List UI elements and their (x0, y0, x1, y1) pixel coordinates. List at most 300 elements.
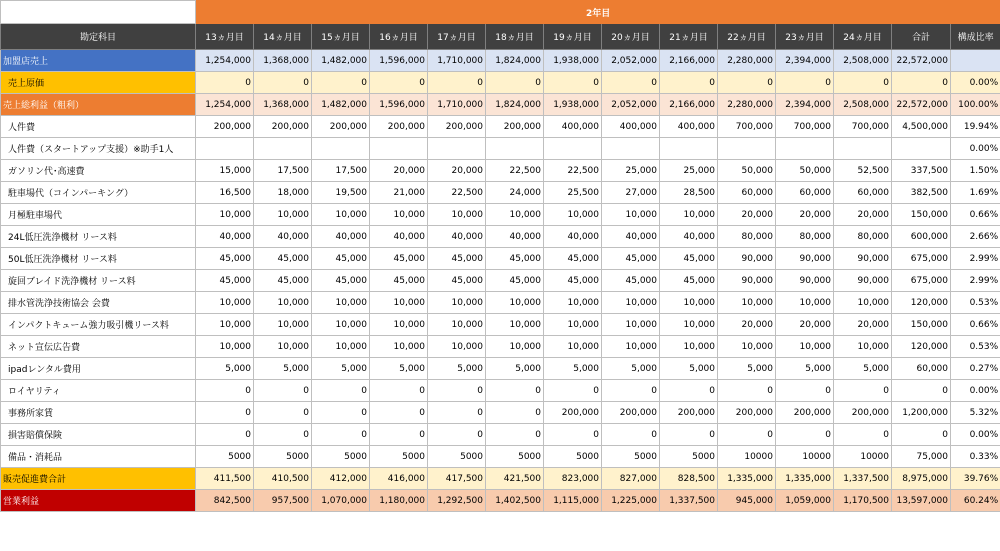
value-cell: 0 (428, 72, 486, 94)
value-cell: 0 (370, 402, 428, 424)
value-cell: 1,337,500 (660, 490, 718, 512)
value-cell: 1,180,000 (370, 490, 428, 512)
value-cell: 828,500 (660, 468, 718, 490)
table-row (1, 94, 1000, 116)
value-cell: 200,000 (254, 116, 312, 138)
ratio-cell: 19.94% (951, 116, 1000, 138)
value-cell: 10,000 (544, 336, 602, 358)
value-cell: 1,710,000 (428, 94, 486, 116)
value-cell: 90,000 (718, 248, 776, 270)
value-cell: 40,000 (370, 226, 428, 248)
total-cell: 150,000 (892, 204, 951, 226)
header-month: 23ヵ月目 (776, 24, 834, 50)
ratio-cell: 0.00% (951, 380, 1000, 402)
row-label: 排水管洗浄技術協会 会費 (1, 292, 196, 314)
value-cell: 5,000 (312, 358, 370, 380)
value-cell: 5,000 (718, 358, 776, 380)
header-account: 勘定科目 (1, 24, 196, 50)
value-cell (370, 138, 428, 160)
value-cell: 45,000 (196, 270, 254, 292)
value-cell: 10,000 (602, 336, 660, 358)
value-cell: 45,000 (428, 270, 486, 292)
value-cell: 0 (776, 424, 834, 446)
header-month: 13ヵ月目 (196, 24, 254, 50)
value-cell: 10,000 (196, 292, 254, 314)
value-cell: 40,000 (254, 226, 312, 248)
value-cell: 40,000 (196, 226, 254, 248)
value-cell: 10,000 (312, 336, 370, 358)
value-cell: 45,000 (370, 270, 428, 292)
table-row (1, 336, 1000, 358)
value-cell: 90,000 (776, 248, 834, 270)
ratio-cell: 0.53% (951, 292, 1000, 314)
value-cell: 20,000 (776, 204, 834, 226)
total-cell: 4,500,000 (892, 116, 951, 138)
value-cell: 1,070,000 (312, 490, 370, 512)
value-cell: 10,000 (544, 314, 602, 336)
value-cell: 1,596,000 (370, 94, 428, 116)
value-cell: 90,000 (834, 248, 892, 270)
total-cell: 0 (892, 72, 951, 94)
value-cell: 1,938,000 (544, 94, 602, 116)
value-cell: 0 (486, 424, 544, 446)
value-cell: 5,000 (544, 358, 602, 380)
value-cell: 0 (834, 72, 892, 94)
value-cell: 10,000 (486, 204, 544, 226)
value-cell: 60,000 (776, 182, 834, 204)
value-cell: 90,000 (718, 270, 776, 292)
table-row (1, 490, 1000, 512)
value-cell: 1,368,000 (254, 94, 312, 116)
value-cell: 10,000 (370, 204, 428, 226)
value-cell: 200,000 (834, 402, 892, 424)
value-cell: 20,000 (834, 204, 892, 226)
value-cell: 0 (370, 424, 428, 446)
value-cell: 10,000 (544, 292, 602, 314)
value-cell: 10,000 (196, 204, 254, 226)
value-cell: 10,000 (370, 292, 428, 314)
header-month: 20ヵ月目 (602, 24, 660, 50)
ratio-cell: 60.24% (951, 490, 1000, 512)
value-cell: 200,000 (776, 402, 834, 424)
value-cell (834, 138, 892, 160)
value-cell: 5,000 (660, 358, 718, 380)
value-cell: 417,500 (428, 468, 486, 490)
value-cell: 5,000 (254, 358, 312, 380)
year-label: 2年目 (196, 1, 1000, 24)
table-row (1, 226, 1000, 248)
ratio-cell: 100.00% (951, 94, 1000, 116)
value-cell: 200,000 (544, 402, 602, 424)
value-cell: 90,000 (834, 270, 892, 292)
value-cell: 842,500 (196, 490, 254, 512)
table-row (1, 204, 1000, 226)
value-cell: 700,000 (718, 116, 776, 138)
value-cell: 0 (254, 424, 312, 446)
row-label: 売上原価 (1, 72, 196, 94)
value-cell: 2,166,000 (660, 94, 718, 116)
value-cell: 5,000 (776, 358, 834, 380)
row-label: 加盟店売上 (1, 50, 196, 72)
table-row (1, 380, 1000, 402)
value-cell: 10,000 (196, 336, 254, 358)
year-blank-cell (1, 1, 196, 24)
value-cell: 1,170,500 (834, 490, 892, 512)
value-cell: 27,000 (602, 182, 660, 204)
value-cell: 416,000 (370, 468, 428, 490)
value-cell: 1,059,000 (776, 490, 834, 512)
value-cell: 20,000 (428, 160, 486, 182)
value-cell: 5,000 (834, 358, 892, 380)
table-row (1, 138, 1000, 160)
value-cell: 0 (196, 402, 254, 424)
value-cell: 20,000 (718, 314, 776, 336)
value-cell: 5000 (544, 446, 602, 468)
value-cell: 60,000 (718, 182, 776, 204)
total-cell: 0 (892, 380, 951, 402)
row-label: 人件費 (1, 116, 196, 138)
value-cell: 45,000 (486, 270, 544, 292)
value-cell: 200,000 (196, 116, 254, 138)
value-cell: 10,000 (660, 292, 718, 314)
value-cell: 45,000 (660, 270, 718, 292)
table-row (1, 402, 1000, 424)
row-label: インパクトキューム強力吸引機リース料 (1, 314, 196, 336)
value-cell: 1,824,000 (486, 94, 544, 116)
header-month: 18ヵ月目 (486, 24, 544, 50)
value-cell: 10,000 (428, 204, 486, 226)
value-cell (718, 138, 776, 160)
ratio-cell: 1.50% (951, 160, 1000, 182)
header-month: 19ヵ月目 (544, 24, 602, 50)
value-cell: 40,000 (602, 226, 660, 248)
value-cell: 200,000 (370, 116, 428, 138)
value-cell: 52,500 (834, 160, 892, 182)
value-cell: 80,000 (776, 226, 834, 248)
value-cell: 0 (660, 72, 718, 94)
value-cell: 1,225,000 (602, 490, 660, 512)
value-cell: 45,000 (544, 248, 602, 270)
header-month: 21ヵ月目 (660, 24, 718, 50)
value-cell: 45,000 (486, 248, 544, 270)
header-month: 15ヵ月目 (312, 24, 370, 50)
value-cell: 10,000 (370, 314, 428, 336)
ratio-cell: 0.53% (951, 336, 1000, 358)
row-label: 販売促進費合計 (1, 468, 196, 490)
value-cell: 5,000 (428, 358, 486, 380)
total-cell: 600,000 (892, 226, 951, 248)
value-cell: 0 (370, 72, 428, 94)
value-cell: 5000 (486, 446, 544, 468)
value-cell: 0 (428, 402, 486, 424)
value-cell: 45,000 (196, 248, 254, 270)
value-cell: 50,000 (776, 160, 834, 182)
value-cell: 1,482,000 (312, 50, 370, 72)
table-body (1, 1, 1000, 512)
value-cell: 0 (834, 424, 892, 446)
table-row (1, 424, 1000, 446)
value-cell: 25,500 (544, 182, 602, 204)
value-cell: 1,335,000 (776, 468, 834, 490)
value-cell: 40,000 (486, 226, 544, 248)
row-label: ガソリン代･高速費 (1, 160, 196, 182)
table-row (1, 292, 1000, 314)
value-cell: 20,000 (776, 314, 834, 336)
value-cell: 10,000 (602, 292, 660, 314)
value-cell: 15,000 (196, 160, 254, 182)
value-cell: 10,000 (718, 292, 776, 314)
total-cell (892, 138, 951, 160)
value-cell: 10,000 (776, 292, 834, 314)
value-cell: 5000 (370, 446, 428, 468)
value-cell: 45,000 (428, 248, 486, 270)
value-cell: 28,500 (660, 182, 718, 204)
value-cell: 2,166,000 (660, 50, 718, 72)
value-cell: 400,000 (602, 116, 660, 138)
value-cell: 1,368,000 (254, 50, 312, 72)
value-cell: 700,000 (776, 116, 834, 138)
row-label: 月極駐車場代 (1, 204, 196, 226)
value-cell: 45,000 (370, 248, 428, 270)
row-label: 24L低圧洗浄機材 リース料 (1, 226, 196, 248)
value-cell: 25,000 (602, 160, 660, 182)
ratio-cell: 0.00% (951, 138, 1000, 160)
value-cell: 0 (312, 402, 370, 424)
value-cell: 5000 (660, 446, 718, 468)
value-cell: 0 (602, 380, 660, 402)
value-cell: 60,000 (834, 182, 892, 204)
value-cell: 10,000 (428, 336, 486, 358)
value-cell: 945,000 (718, 490, 776, 512)
value-cell: 200,000 (428, 116, 486, 138)
value-cell: 0 (312, 72, 370, 94)
value-cell: 421,500 (486, 468, 544, 490)
value-cell: 1,482,000 (312, 94, 370, 116)
value-cell: 20,000 (834, 314, 892, 336)
value-cell: 40,000 (428, 226, 486, 248)
value-cell: 1,938,000 (544, 50, 602, 72)
value-cell: 411,500 (196, 468, 254, 490)
value-cell (544, 138, 602, 160)
row-label: 売上総利益（粗利） (1, 94, 196, 116)
value-cell: 1,596,000 (370, 50, 428, 72)
total-cell: 675,000 (892, 248, 951, 270)
value-cell: 5000 (254, 446, 312, 468)
value-cell: 17,500 (312, 160, 370, 182)
value-cell (428, 138, 486, 160)
value-cell: 10,000 (254, 314, 312, 336)
value-cell: 2,508,000 (834, 50, 892, 72)
value-cell: 5000 (196, 446, 254, 468)
value-cell: 1,292,500 (428, 490, 486, 512)
value-cell: 0 (602, 72, 660, 94)
value-cell: 1,254,000 (196, 50, 254, 72)
value-cell: 0 (196, 72, 254, 94)
ratio-cell: 39.76% (951, 468, 1000, 490)
value-cell: 5000 (312, 446, 370, 468)
value-cell: 0 (254, 72, 312, 94)
value-cell: 1,710,000 (428, 50, 486, 72)
row-label: 人件費（スタートアップ支援）※助手1人 (1, 138, 196, 160)
value-cell: 1,824,000 (486, 50, 544, 72)
value-cell: 0 (718, 380, 776, 402)
total-cell: 0 (892, 424, 951, 446)
row-label: 営業利益 (1, 490, 196, 512)
value-cell: 0 (428, 380, 486, 402)
value-cell: 10,000 (312, 314, 370, 336)
header-month: 16ヵ月目 (370, 24, 428, 50)
ratio-cell: 2.66% (951, 226, 1000, 248)
table-row (1, 182, 1000, 204)
value-cell (660, 138, 718, 160)
value-cell: 0 (776, 72, 834, 94)
value-cell: 80,000 (718, 226, 776, 248)
value-cell: 10,000 (254, 336, 312, 358)
value-cell: 45,000 (254, 270, 312, 292)
value-cell: 0 (254, 380, 312, 402)
value-cell: 412,000 (312, 468, 370, 490)
row-label: 事務所家賃 (1, 402, 196, 424)
value-cell: 10000 (718, 446, 776, 468)
value-cell: 700,000 (834, 116, 892, 138)
table-row (1, 314, 1000, 336)
value-cell: 2,280,000 (718, 50, 776, 72)
value-cell: 10,000 (660, 204, 718, 226)
table-row (1, 248, 1000, 270)
value-cell: 2,508,000 (834, 94, 892, 116)
total-cell: 120,000 (892, 336, 951, 358)
row-label: 備品・消耗品 (1, 446, 196, 468)
total-cell: 382,500 (892, 182, 951, 204)
total-cell: 8,975,000 (892, 468, 951, 490)
table-row (1, 270, 1000, 292)
value-cell: 10,000 (602, 204, 660, 226)
value-cell: 10,000 (718, 336, 776, 358)
value-cell: 10,000 (834, 292, 892, 314)
value-cell: 1,115,000 (544, 490, 602, 512)
total-cell: 22,572,000 (892, 94, 951, 116)
value-cell: 0 (312, 380, 370, 402)
value-cell (196, 138, 254, 160)
ratio-cell: 2.99% (951, 270, 1000, 292)
value-cell: 0 (544, 72, 602, 94)
table-row (1, 468, 1000, 490)
ratio-cell: 0.27% (951, 358, 1000, 380)
value-cell: 0 (428, 424, 486, 446)
value-cell: 25,000 (660, 160, 718, 182)
value-cell: 10,000 (486, 336, 544, 358)
value-cell: 10,000 (776, 336, 834, 358)
value-cell: 0 (718, 72, 776, 94)
value-cell: 410,500 (254, 468, 312, 490)
year-row (1, 1, 1000, 24)
value-cell: 40,000 (660, 226, 718, 248)
row-label: 損害賠償保険 (1, 424, 196, 446)
value-cell: 2,394,000 (776, 94, 834, 116)
value-cell: 5,000 (196, 358, 254, 380)
value-cell: 10,000 (660, 314, 718, 336)
value-cell: 200,000 (718, 402, 776, 424)
value-cell: 22,500 (428, 182, 486, 204)
value-cell: 5000 (602, 446, 660, 468)
value-cell: 10,000 (254, 204, 312, 226)
value-cell: 22,500 (486, 160, 544, 182)
value-cell: 50,000 (718, 160, 776, 182)
value-cell: 45,000 (544, 270, 602, 292)
value-cell: 10000 (834, 446, 892, 468)
value-cell: 18,000 (254, 182, 312, 204)
header-total: 合計 (892, 24, 951, 50)
header-month: 17ヵ月目 (428, 24, 486, 50)
value-cell: 45,000 (602, 270, 660, 292)
value-cell: 20,000 (370, 160, 428, 182)
ratio-cell: 0.66% (951, 204, 1000, 226)
row-label: ロイヤリティ (1, 380, 196, 402)
table-row (1, 446, 1000, 468)
value-cell: 40,000 (544, 226, 602, 248)
value-cell: 45,000 (602, 248, 660, 270)
value-cell: 10,000 (660, 336, 718, 358)
header-month: 22ヵ月目 (718, 24, 776, 50)
header-ratio: 構成比率 (951, 24, 1000, 50)
value-cell: 5,000 (602, 358, 660, 380)
table-row (1, 160, 1000, 182)
total-cell: 75,000 (892, 446, 951, 468)
value-cell: 24,000 (486, 182, 544, 204)
table-row (1, 72, 1000, 94)
row-label: 旋回ブレイド洗浄機材 リース料 (1, 270, 196, 292)
ratio-cell (951, 50, 1000, 72)
table-row (1, 116, 1000, 138)
value-cell: 0 (196, 424, 254, 446)
value-cell: 400,000 (544, 116, 602, 138)
value-cell: 10,000 (196, 314, 254, 336)
value-cell (312, 138, 370, 160)
value-cell: 10,000 (486, 314, 544, 336)
value-cell: 200,000 (660, 402, 718, 424)
value-cell: 19,500 (312, 182, 370, 204)
value-cell: 400,000 (660, 116, 718, 138)
row-label: ipadレンタル費用 (1, 358, 196, 380)
value-cell: 957,500 (254, 490, 312, 512)
value-cell: 16,500 (196, 182, 254, 204)
value-cell: 5000 (428, 446, 486, 468)
header-row (1, 24, 1000, 50)
row-label: 50L低圧洗浄機材 リース料 (1, 248, 196, 270)
value-cell: 200,000 (312, 116, 370, 138)
value-cell: 22,500 (544, 160, 602, 182)
header-month: 14ヵ月目 (254, 24, 312, 50)
value-cell: 2,394,000 (776, 50, 834, 72)
value-cell: 200,000 (486, 116, 544, 138)
value-cell: 45,000 (312, 270, 370, 292)
ratio-cell: 0.33% (951, 446, 1000, 468)
ratio-cell: 0.00% (951, 72, 1000, 94)
value-cell: 0 (486, 380, 544, 402)
value-cell: 0 (834, 380, 892, 402)
value-cell: 10,000 (428, 292, 486, 314)
value-cell: 5,000 (486, 358, 544, 380)
value-cell: 45,000 (660, 248, 718, 270)
total-cell: 675,000 (892, 270, 951, 292)
value-cell: 0 (776, 380, 834, 402)
value-cell: 5,000 (370, 358, 428, 380)
value-cell: 200,000 (602, 402, 660, 424)
value-cell: 2,052,000 (602, 94, 660, 116)
value-cell: 20,000 (718, 204, 776, 226)
ratio-cell: 1.69% (951, 182, 1000, 204)
value-cell: 10,000 (602, 314, 660, 336)
